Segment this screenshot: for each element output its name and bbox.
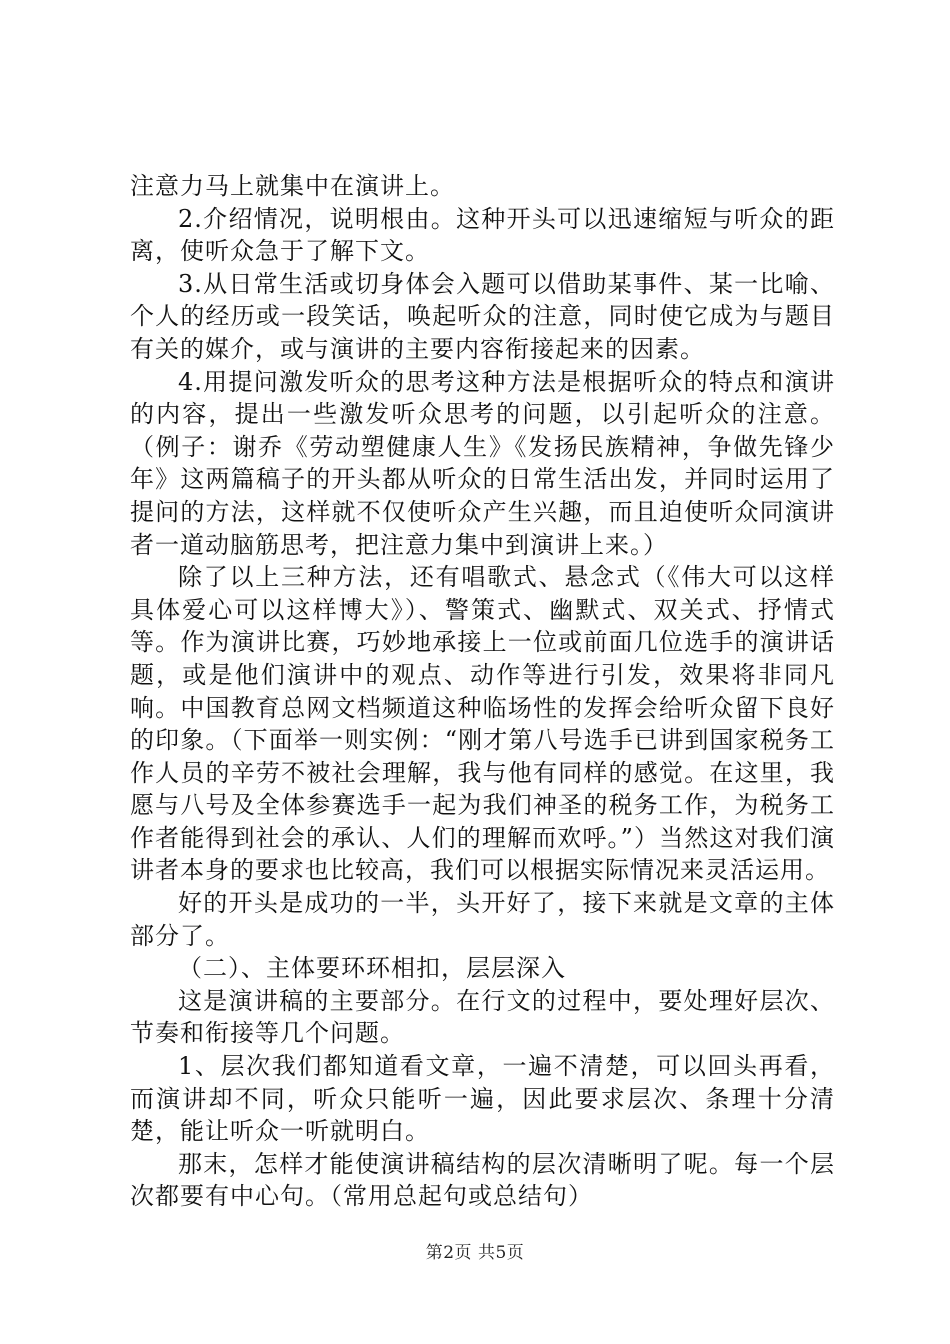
document-body [130,170,835,1213]
paragraph-continuation: 注意力马上就集中在演讲上。 [130,172,455,200]
paragraph-good-start: 好的开头是成功的一半，头开好了，接下来就是文章的主体部分了。 [130,889,835,950]
paragraph-method-4: 4.用提问激发听众的思考这种方法是根据听众的特点和演讲的内容，提出一些激发听众思考的问题，以引起听众的注意。（例子：谢乔《劳动塑健康人生》《发扬民族精神，争做先锋少年》这两篇稿子的开头都从听众的日常生活出发，并同时运用了提问的方法，这样就不仅使听众产生兴趣，而且迫使听众同演讲者一道动脑筋思考，把注意力集中到演讲上来。） [130,367,835,559]
paragraph-method-2: 2.介绍情况，说明根由。这种开头可以迅速缩短与听众的距离，使听众急于了解下文。 [130,204,835,266]
paragraph-method-3: 3.从日常生活或切身体会入题可以借助某事件、某一比喻、个人的经历或一段笑话，唤起听众的注意，同时使它成为与题目有关的媒介，或与演讲的主要内容衔接起来的因素。 [130,269,835,363]
paragraph-other-methods: 除了以上三种方法，还有唱歌式、悬念式（《伟大可以这样具体爱心可以这样博大》）、警策式、幽默式、双关式、抒情式等。作为演讲比赛，巧妙地承接上一位或前面几位选手的演讲话题，或是他们演讲中的观点、动作等进行引发，效果将非同凡响。中国教育总网文档频道这种临场性的发挥会给听众留下良好的印象。（下面举一则实例：“刚才第八号选手已讲到国家税务工作人员的辛劳不被社会理解，我与他有同样的感觉。在这里，我愿与八号及全体参赛选手一起为我们神圣的税务工作，为税务工作者能得到社会的承认、人们的理解而欢呼。”）当然这对我们演讲者本身的要求也比较高，我们可以根据实际情况来灵活运用。 [130,563,835,885]
paragraph-clear-structure: 那末，怎样才能使演讲稿结构的层次清晰明了呢。每一个层次都要有中心句。（常用总起句或总结句） [130,1149,835,1211]
paragraph-main-part: 这是演讲稿的主要部分。在行文的过程中，要处理好层次、节奏和衔接等几个问题。 [130,986,835,1048]
paragraph-layers: 1、层次我们都知道看文章，一遍不清楚，可以回头再看，而演讲却不同，听众只能听一遍，因此要求层次、条理十分清楚，能让听众一听就明白。 [130,1052,835,1146]
page-number-footer: 第2页 共5页 [425,1243,525,1263]
section-heading-body: （二）、主体要环环相扣，层层深入 [178,954,566,983]
